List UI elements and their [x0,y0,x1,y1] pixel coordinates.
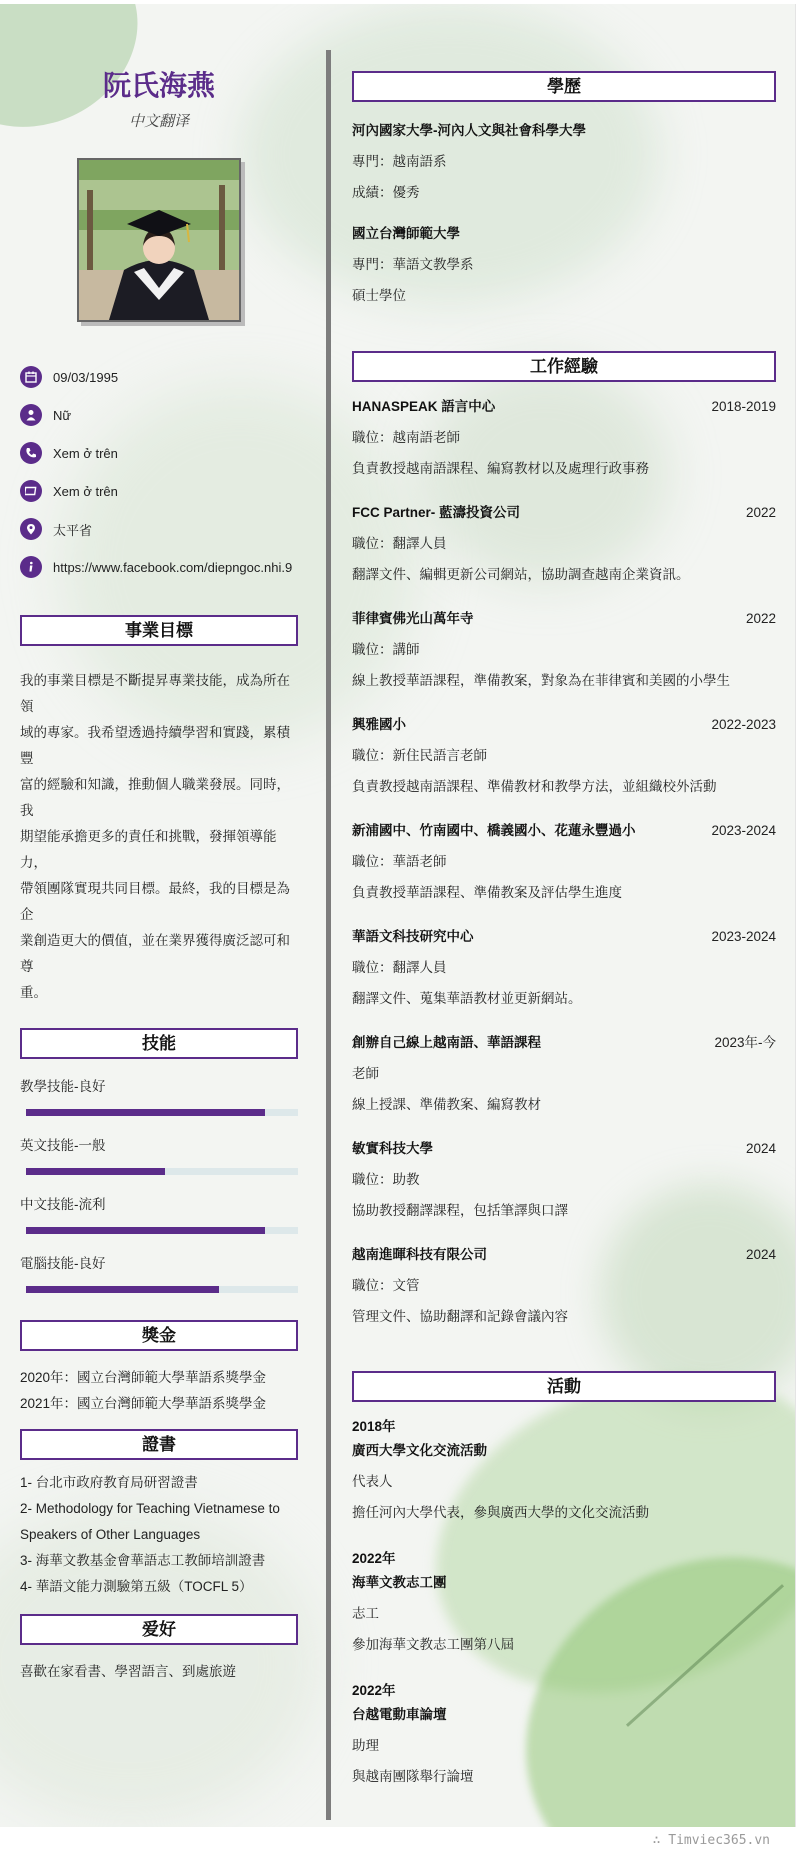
activity-desc: 參加海華文教志工團第八屆 [352,1637,514,1652]
experience-role: 老師 [352,1066,379,1081]
activity-item [352,1417,776,1523]
objective-line: 域的專家。我希望透過持續學習和實踐，累積豐 [20,725,290,766]
award-item: 2020年：國立台灣師範大學華語系獎學金 [20,1370,267,1385]
award-list [20,1365,298,1417]
company-name: HANASPEAK 語言中心 [352,399,496,414]
experience-period: 2023-2024 [711,823,776,838]
contact-website[interactable] [20,548,298,586]
section-title-education: 學歷 [352,71,776,102]
section-title-certificates: 證書 [20,1429,298,1460]
skill-bar-track [26,1168,298,1175]
watermark-footer: ∴ Timviec365.vn [652,1833,770,1848]
activity-desc: 擔任河內大學代表，參與廣西大學的文化交流活動 [352,1505,649,1520]
experience-period: 2024 [745,1141,776,1156]
activity-desc: 與越南團隊舉行論壇 [352,1769,474,1784]
experience-period: 2022 [745,611,776,626]
skill-bar-fill [26,1227,265,1234]
activity-role: 助理 [352,1738,379,1753]
company-name: 菲律賓佛光山萬年寺 [352,611,474,626]
contact-address [20,510,298,548]
skill-item [20,1254,298,1293]
skill-bar-fill [26,1109,265,1116]
experience-item [352,397,776,479]
experience-period: 2024 [745,1247,776,1262]
skill-label: 英文技能-一般 [20,1138,106,1153]
column-divider [326,50,331,1820]
experience-desc: 負責教授華語課程、準備教案及評估學生進度 [352,885,622,900]
activity-role: 志工 [352,1606,379,1621]
skill-bar-track [26,1227,298,1234]
experience-list [352,397,776,1327]
company-name: 新浦國中、竹南國中、橋義國小、花蓮永豐過小 [352,823,636,838]
award-item: 2021年：國立台灣師範大學華語系獎學金 [20,1396,267,1411]
experience-role: 職位：文管 [352,1278,420,1293]
skill-bar-track [26,1109,298,1116]
hobbies-text: 喜歡在家看書、學習語言、到處旅遊 [20,1664,236,1679]
skill-label: 中文技能-流利 [20,1197,106,1212]
contact-list [20,358,298,586]
experience-period: 2018-2019 [711,399,776,414]
candidate-name: 阮氏海燕 [102,70,215,101]
skill-list [20,1077,298,1293]
certificate-line: Speakers of Other Languages [20,1527,201,1542]
experience-item [352,609,776,691]
education-major: 專門：華語文教學系 [352,257,474,272]
experience-role: 職位：翻譯人員 [352,960,447,975]
activity-item [352,1681,776,1787]
contact-text: 09/03/1995 [53,369,119,385]
experience-desc: 負責教授越南語課程、準備教材和教學方法，並組織校外活動 [352,779,717,794]
experience-item [352,1245,776,1327]
experience-role: 職位：翻譯人員 [352,536,447,551]
company-name: 敏實科技大學 [352,1141,433,1156]
location-icon [20,518,42,540]
objective-line: 業創造更大的價值，並在業界獲得廣泛認可和尊 [20,933,290,974]
contact-text: Xem ở trên [53,483,118,499]
activity-year: 2022年 [352,1683,396,1698]
objective-line: 重。 [20,985,47,1000]
objective-line: 我的事業目標是不斷提昇專業技能，成為所在領 [20,673,290,714]
experience-role: 職位：越南語老師 [352,430,460,445]
activity-year: 2022年 [352,1551,396,1566]
activity-item [352,1549,776,1655]
experience-desc: 翻譯文件、蒐集華語教材並更新網站。 [352,991,582,1006]
experience-period: 2023年-今 [714,1035,776,1050]
calendar-icon [20,366,42,388]
certificate-line: 4- 華語文能力測驗第五級（TOCFL 5） [20,1579,253,1594]
certificate-line: 2- Methodology for Teaching Vietnamese to [20,1501,280,1516]
certificate-list [20,1470,298,1600]
contact-text: Xem ở trên [53,445,118,461]
person-icon [20,404,42,426]
education-major: 專門：越南語系 [352,154,447,169]
skill-bar-fill [26,1168,165,1175]
company-name: 華語文科技研究中心 [352,929,474,944]
footer-brand: Timviec365.vn [668,1833,770,1848]
certificate-line: 3- 海華文教基金會華語志工教師培訓證書 [20,1553,266,1568]
activity-role: 代表人 [352,1474,393,1489]
company-name: 創辦自己線上越南語、華語課程 [352,1035,541,1050]
experience-period: 2022 [745,505,776,520]
section-title-hobbies: 爱好 [20,1614,298,1645]
experience-role: 職位：助教 [352,1172,420,1187]
experience-item [352,1139,776,1221]
experience-item [352,821,776,903]
company-name: 興雅國小 [352,717,406,732]
phone-icon [20,442,42,464]
section-title-objective: 事業目標 [20,615,298,646]
certificate-line: 1- 台北市政府教育局研習證書 [20,1475,198,1490]
experience-desc: 線上教授華語課程，準備教案，對象為在菲律賓和美國的小學生 [352,673,730,688]
skill-bar-track [26,1286,298,1293]
activity-name: 海華文教志工團 [352,1575,447,1590]
skill-item [20,1195,298,1234]
education-item [352,121,776,203]
company-name: 越南進暉科技有限公司 [352,1247,487,1262]
experience-item [352,927,776,1009]
objective-line: 期望能承擔更多的責任和挑戰，發揮領導能力， [20,829,277,870]
company-name: FCC Partner- 藍濤投資公司 [352,505,521,520]
activity-list [352,1417,776,1787]
experience-desc: 負責教授越南語課程、編寫教材以及處理行政事務 [352,461,649,476]
education-detail: 碩士學位 [352,288,406,303]
experience-item [352,503,776,585]
section-title-activities: 活動 [352,1371,776,1402]
objective-line: 帶領團隊實現共同目標。最終，我的目標是為企 [20,881,290,922]
objective-line: 富的經驗和知識，推動個人職業發展。同時，我 [20,777,290,818]
facebook-link[interactable]: https://www.facebook.com/diepngoc.nhi.9 [53,559,293,575]
experience-period: 2023-2024 [711,929,776,944]
contact-birthdate [20,358,298,396]
activity-name: 台越電動車論壇 [352,1707,447,1722]
info-icon [20,556,42,578]
school-name: 國立台灣師範大學 [352,226,460,241]
education-item [352,224,776,306]
experience-role: 職位：新住民語言老師 [352,748,487,763]
contact-email [20,472,298,510]
section-title-awards: 獎金 [20,1320,298,1351]
experience-item [352,1033,776,1115]
objective-text [20,668,298,1006]
skill-item [20,1136,298,1175]
contact-gender [20,396,298,434]
contact-phone [20,434,298,472]
education-detail: 成績：優秀 [352,185,420,200]
graduate-photo-illustration [79,160,239,320]
skill-item [20,1077,298,1116]
experience-item [352,715,776,797]
skill-label: 教學技能-良好 [20,1079,106,1094]
right-column [352,71,776,1787]
experience-period: 2022-2023 [711,717,776,732]
contact-text: Nữ [53,407,72,423]
experience-role: 職位：講師 [352,642,420,657]
section-title-experience: 工作經驗 [352,351,776,382]
contact-text: 太平省 [53,522,93,538]
experience-desc: 翻譯文件、編輯更新公司網站，協助調查越南企業資訊。 [352,567,690,582]
experience-role: 職位：華語老師 [352,854,447,869]
experience-desc: 線上授課、準備教案、編寫教材 [352,1097,541,1112]
skill-bar-fill [26,1286,219,1293]
experience-desc: 管理文件、協助翻譯和記錄會議內容 [352,1309,568,1324]
activity-name: 廣西大學文化交流活動 [352,1443,487,1458]
experience-desc: 協助教授翻譯課程，包括筆譯與口譯 [352,1203,568,1218]
school-name: 河內國家大學-河內人文與社會科學大學 [352,123,586,138]
section-title-skills: 技能 [20,1028,298,1059]
skill-label: 電腦技能-良好 [20,1256,106,1271]
left-column [20,66,298,1685]
profile-photo [77,158,241,322]
job-title: 中文翻译 [128,113,189,130]
activity-year: 2018年 [352,1419,396,1434]
resume-page [0,4,796,1827]
email-icon [20,480,42,502]
